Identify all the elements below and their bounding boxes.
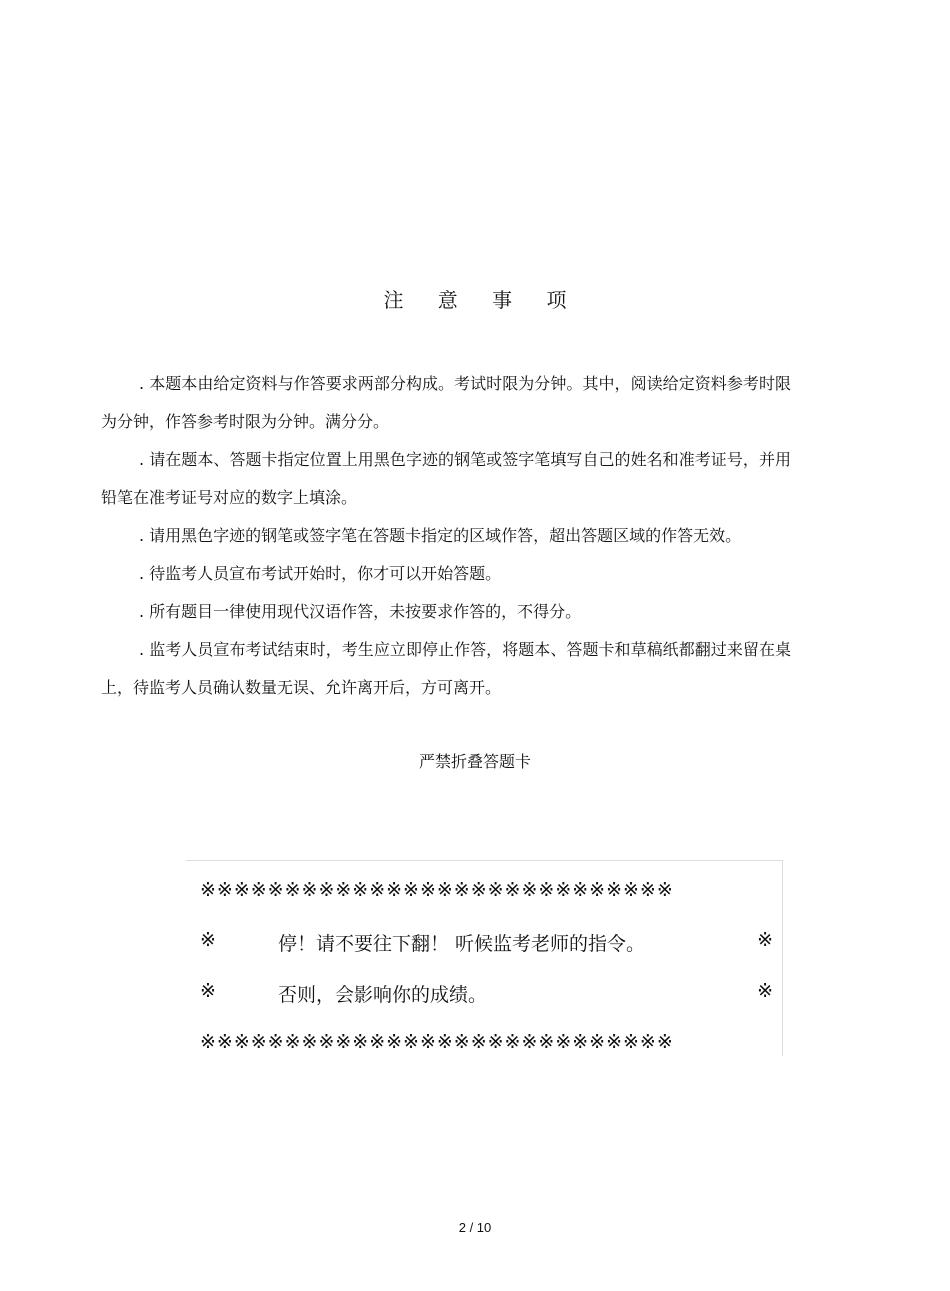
instruction-item: . 监考人员宣布考试结束时，考生应立即停止作答，将题本、答题卡和草稿纸都翻过来留在桌上，待监考人员确认数量无误、允许离开后，方可离开。	[101, 640, 791, 697]
instruction-item: . 本题本由给定资料与作答要求两部分构成。考试时限为分钟。其中，阅读给定资料参考时限为分钟，作答参考时限为分钟。满分分。	[101, 374, 791, 431]
reference-mark-icon: ※	[757, 929, 773, 951]
instruction-item: . 请用黑色字迹的钢笔或签字笔在答题卡指定的区域作答，超出答题区域的作答无效。	[139, 526, 742, 545]
stars-border-bottom: ※※※※※※※※※※※※※※※※※※※※※※※※※※※※	[200, 1031, 674, 1053]
notice-stop-text: 停！请不要往下翻！ 听候监考老师的指令。	[278, 933, 646, 955]
page-number: 2 / 10	[458, 1220, 492, 1235]
instruction-item: . 待监考人员宣布考试开始时，你才可以开始答题。	[139, 564, 502, 583]
reference-mark-icon: ※	[200, 929, 216, 951]
notice-box	[186, 860, 783, 1056]
page-title: 注 意 事 项	[383, 288, 581, 312]
reference-mark-icon: ※	[200, 980, 216, 1002]
reference-mark-icon: ※	[757, 980, 773, 1002]
notice-line-2	[186, 980, 783, 1010]
notice-line-1	[186, 929, 783, 959]
instructions-list	[101, 365, 791, 707]
notice-warning-text: 否则，会影响你的成绩。	[278, 984, 488, 1006]
instruction-item: . 所有题目一律使用现代汉语作答，未按要求作答的，不得分。	[139, 602, 582, 621]
stars-border-top: ※※※※※※※※※※※※※※※※※※※※※※※※※※※※	[200, 879, 674, 901]
instruction-item: . 请在题本、答题卡指定位置上用黑色字迹的钢笔或签字笔填写自己的姓名和准考证号，并用铅笔在准考证号对应的数字上填涂。	[101, 450, 791, 507]
no-folding-note: 严禁折叠答题卡	[418, 752, 531, 771]
